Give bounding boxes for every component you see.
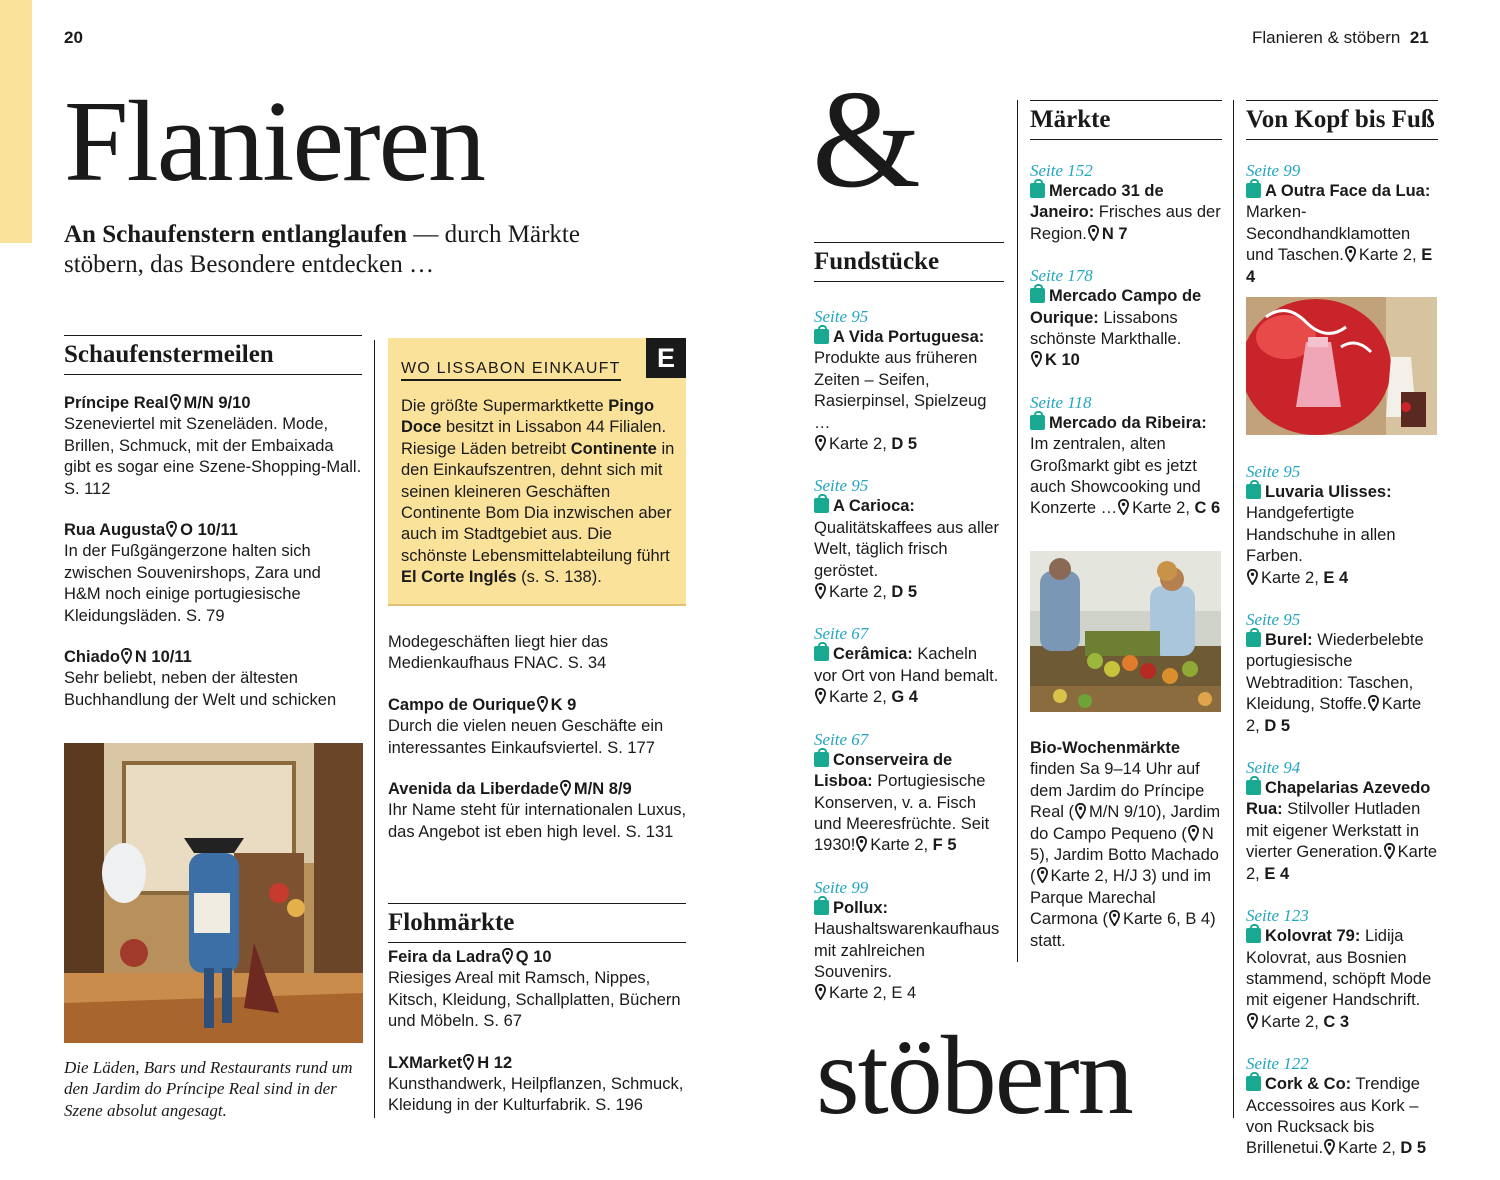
entry-name: Luvaria Ulisses: [1265,483,1392,501]
entry-mercado-31-de-janeiro [1030,160,1222,245]
bio-text-2: ), Jardim do Campo Pequeno ( [1030,803,1221,843]
entry-cork-and-co [1246,1053,1438,1160]
infobox-wo-lissabon-einkauft [388,338,686,604]
entry-text: Szeneviertel mit Szeneläden. Mode, Brillen, Schmuck, mit der Embaixada gibt es sogar eine Szene-Shopping-Mall. S. 112 [64,415,362,498]
bio-grid-3: Karte 2, H/J 3 [1050,867,1152,886]
entry-name: Cerâmica: [833,645,913,664]
location-pin-icon [463,1054,474,1070]
entry-grid: E 4 [1246,246,1433,286]
entry-feira-da-ladra [388,947,686,1033]
page-reference: Seite 122 [1246,1054,1309,1074]
entry-grid: N 10/11 [134,648,192,667]
photo-market-stall [1030,551,1221,712]
column-maerkte [1030,100,1222,540]
entry-text: Kunsthandwerk, Heilpflanzen, Schmuck, Kleidung in der Kulturfabrik. S. 196 [388,1075,684,1115]
column-schaufenstermeilen [64,335,362,731]
location-pin-icon [1345,246,1356,262]
heading-maerkte: Märkte [1030,100,1222,140]
location-pin-icon [1118,499,1129,515]
location-pin-icon [537,696,548,712]
entry-name: Mercado da Ribeira: [1049,413,1207,432]
entry-lxmarket [388,1053,686,1117]
entry-grid: N 7 [1101,224,1128,243]
page-title-flanieren: Flanieren [64,78,485,206]
entry-name: Cork & Co: [1265,1075,1352,1094]
entry-grid: M/N 9/10 [183,394,251,412]
page-reference: Seite 118 [1030,392,1092,412]
map-reference: Karte 2, [1338,1139,1401,1158]
continuation-text: Modegeschäften liegt hier das Medienkaufhaus FNAC. S. 34 [388,633,609,673]
entry-text: Qualitätskaffees aus aller Welt, täglich frisch geröstet. [814,518,999,580]
entry-mercado-da-ribeira [1030,392,1222,520]
page-reference: Seite 95 [1246,462,1301,481]
column-2-entries [388,632,688,863]
entry-burel [1246,609,1438,737]
location-pin-icon [856,836,867,852]
shopping-bag-icon [814,752,829,767]
map-reference: Karte 2, [829,583,892,602]
entry-text: Ihr Name steht für internationalen Luxus, das Angebot ist eben high level. S. 131 [388,801,687,841]
entry-grid: E 4 [1264,864,1290,883]
column-divider [1017,100,1018,962]
shopping-bag-icon [1030,415,1045,430]
location-pin-icon [815,435,826,451]
entry-avenida-da-liberdade [388,779,688,843]
entry-text: Wiederbelebte portugiesische Webtradition: Taschen, Kleidung, Stoffe. [1246,631,1424,714]
entry-a-vida-portuguesa [814,306,1004,455]
entry-name: A Outra Face da Lua: [1265,182,1431,200]
location-pin-icon [560,780,571,796]
page-reference: Seite 99 [814,877,869,897]
entry-principe-real [64,393,362,500]
heading-von-kopf-bis-fuss: Von Kopf bis Fuß [1246,100,1438,140]
column-flohmaerkte [388,903,686,1137]
column-von-kopf-continued [1246,461,1438,1180]
entry-grid: D 5 [1400,1139,1427,1158]
entry-text: Kacheln vor Ort von Hand bemalt. [814,645,999,685]
shopping-bag-icon [814,646,829,661]
shopping-bag-icon [1246,1076,1261,1091]
location-pin-icon [815,688,826,704]
infobox-title: WO LISSABON EINKAUFT [401,360,621,381]
entry-grid: M/N 8/9 [573,780,632,799]
entry-grid: D 5 [1264,716,1291,735]
ampersand: & [812,62,921,217]
entry-name: Kolovrat 79: [1265,927,1361,946]
entry-name: A Vida Portuguesa: [833,328,985,346]
photo-shop-interior [64,743,363,1043]
entry-name: A Carioca: [833,497,915,516]
infobox-bold-continente: Continente [570,439,657,458]
entry-name: Pollux: [833,898,889,917]
entry-grid: O 10/11 [180,521,238,540]
shopping-bag-icon [814,900,829,915]
intro-text [64,220,624,280]
word-stoebern: stöbern [816,1014,1132,1138]
infobox-text-4: (s. S. 138). [516,568,602,587]
bio-grid-2: N 5 [1030,824,1214,865]
shopping-bag-icon [1246,632,1261,647]
location-pin-icon [1075,803,1086,819]
location-pin-icon [1324,1139,1335,1155]
column-divider [374,340,375,1118]
shopping-bag-icon [1030,288,1045,303]
running-head-title: Flanieren & stöbern [1252,28,1401,47]
entry-text: Riesiges Areal mit Ramsch, Nippes, Kitsch, Kleidung, Schallplatten, Büchern und Möbeln. S. 67 [388,969,681,1031]
entry-campo-de-ourique [388,695,688,759]
shopping-bag-icon [1246,183,1261,198]
yellow-page-tab [0,0,32,243]
entry-conserveira-de-lisboa [814,729,1004,857]
entry-text: In der Fußgängerzone halten sich zwischen Souvenirshops, Zara und H&M noch einige portugiesische Kleidungsläden. S. 79 [64,542,321,625]
location-pin-icon [170,394,181,410]
entry-grid: G 4 [891,688,918,707]
page-reference: Seite 67 [814,729,869,749]
map-reference: Karte 2, [1261,568,1324,587]
page-number-left: 20 [64,28,83,47]
page-reference: Seite 178 [1030,266,1093,286]
infobox-bold-pingo-doce: Pingo Doce [401,397,655,437]
column-von-kopf-bis-fuss [1246,100,1438,308]
entry-chiado [64,647,362,711]
intro-rest: — durch Märkte stöbern, das Besondere entdecken … [64,221,580,278]
page-reference: Seite 152 [1030,161,1093,180]
entry-chapelarias-azevedo-rua [1246,757,1438,885]
entry-grid: K 10 [1045,351,1080,370]
entry-name: Burel: [1265,631,1313,650]
location-pin-icon [815,984,826,1000]
page-reference: Seite 123 [1246,906,1309,926]
entry-a-outra-face-da-lua [1246,160,1438,288]
entry-text: Stilvoller Hutladen mit eigener Werkstatt in vierter Generation. [1246,800,1421,862]
map-reference: Karte 2, [829,435,892,454]
heading-schaufenstermeilen: Schaufenstermeilen [64,335,362,375]
entry-text: Durch die vielen neuen Geschäfte ein interessantes Einkaufsviertel. S. 177 [388,717,664,757]
location-pin-icon [1247,1013,1258,1029]
entry-grid: C 6 [1194,499,1221,518]
entry-grid: C 3 [1323,1012,1350,1031]
entry-luvaria-ulisses [1246,461,1438,589]
map-reference: Karte 2, [870,836,933,855]
photo-red-dress-graffiti [1246,297,1437,435]
entry-grid: H 12 [477,1053,513,1072]
entry-name: Rua Augusta [64,521,166,540]
heading-flohmaerkte: Flohmärkte [388,903,686,943]
entry-name: Chiado [64,648,120,667]
map-reference: Karte 2, [829,688,892,707]
map-reference: Karte 2, E 4 [829,984,917,1003]
entry-text: Lidija Kolovrat, aus Bosnien stammend, schöpft Mode mit eigener Handschrift. [1246,927,1432,1010]
entry-text: Haushaltswarenkaufhaus mit zahlreichen Souvenirs. [814,920,1000,981]
e-badge: E [646,338,686,378]
bio-grid-4: Karte 6, B 4 [1122,910,1211,929]
infobox-text-3: in den Einkaufszentren, dehnt sich mit seinen kleineren Geschäften Continente Bom Dia inzwischen aber auch im Stadtgebiet aus. Die schönste Lebensmittelabteilung führt [401,439,675,565]
location-pin-icon [1384,843,1395,859]
entry-a-carioca [814,475,1004,603]
infobox-text-1: Die größte Supermarktkette [401,397,609,415]
shopping-bag-icon [1246,928,1261,943]
entry-rua-augusta [64,520,362,627]
entry-name: Mercado Campo de Ourique: [1030,287,1202,327]
bio-grid-1: M/N 9/10 [1089,803,1156,822]
location-pin-icon [121,648,132,664]
location-pin-icon [1188,825,1199,841]
bio-text-3: ), Jardim Botto Machado ( [1030,846,1219,886]
shopping-bag-icon [814,329,829,344]
infobox-text-2: besitzt in Lissabon 44 Filialen. Riesige Läden betreibt [401,418,667,458]
map-reference: Karte 2, [1358,246,1422,265]
entry-name: Chapelarias Azevedo Rua: [1246,779,1431,819]
location-pin-icon [1109,910,1120,926]
shopping-bag-icon [1246,780,1261,795]
bio-text-4: ) und im Parque Marechal Carmona ( [1030,867,1211,929]
column-fundstuecke [814,242,1004,1025]
shopping-bag-icon [814,498,829,513]
intro-bold: An Schaufenstern entlanglaufen [64,221,408,248]
entry-grid: Q 10 [515,948,552,966]
location-pin-icon [1247,569,1258,585]
entry-text: Trendige Accessoires aus Kork – von Rucksack bis Brillenetui. [1246,1075,1420,1158]
page-number-right: 21 [1409,28,1429,47]
entry-text: Produkte aus früheren Zeiten – Seifen, Rasierpinsel, Spielzeug … [814,349,987,432]
location-pin-icon [1368,695,1379,711]
entry-grid: E 4 [1323,568,1349,587]
location-pin-icon [1031,351,1042,367]
entry-kolovrat-79 [1246,905,1438,1033]
entry-text: Sehr beliebt, neben der ältesten Buchhandlung der Welt und schicken [64,669,337,709]
entry-name: LXMarket [388,1053,463,1072]
heading-fundstuecke: Fundstücke [814,242,1004,282]
entry-name: Avenida da Liberdade [388,780,559,799]
map-reference: Karte 2, [1246,695,1422,735]
entry-grid: K 9 [550,695,577,714]
entry-grid: D 5 [891,435,918,454]
page-reference: Seite 95 [1246,610,1301,630]
entry-name: Mercado 31 de Janeiro: [1030,182,1164,222]
bio-text-1: finden Sa 9–14 Uhr auf dem Jardim do Príncipe Real ( [1030,760,1205,822]
entry-grid: D 5 [891,583,918,602]
location-pin-icon [502,948,513,964]
bio-name: Bio-Wochenmärkte [1030,739,1181,757]
location-pin-icon [815,583,826,599]
entry-text: Frisches aus der Region. [1030,203,1221,243]
entry-name: Campo de Ourique [388,695,536,714]
entry-ceramica [814,623,1004,708]
entry-grid: F 5 [932,836,957,855]
page-reference: Seite 99 [1246,161,1301,180]
photo-caption: Die Läden, Bars und Restaurants rund um den Jardim do Príncipe Real sind in der Szene absolut angesagt. [64,1058,353,1120]
shopping-bag-icon [1030,183,1045,198]
entry-text: Lissabons schönste Markthalle. [1030,308,1182,349]
shopping-bag-icon [1246,484,1261,499]
entry-text: Marken-Secondhandklamotten und Taschen. [1246,203,1411,265]
location-pin-icon [1037,867,1048,883]
column-divider [1233,100,1234,1118]
map-reference: Karte 2, [1132,499,1195,518]
infobox-body [401,396,681,589]
bio-wochenmaerkte [1030,738,1222,952]
entry-name: Conserveira de Lisboa: [814,750,953,791]
entry-text: Im zentralen, alten Großmarkt gibt es jetzt auch Showcooking und Konzerte … [1030,435,1201,518]
page-reference: Seite 95 [814,476,869,496]
bio-text-5: ) statt. [1030,910,1216,950]
entry-name: Príncipe Real [64,394,169,412]
entry-text: Portugiesische Konserven, v. a. Fisch und Meeresfrüchte. Seit 1930! [814,772,990,855]
page-reference: Seite 94 [1246,758,1301,778]
map-reference: Karte 2, [1246,843,1438,883]
entry-name: Feira da Ladra [388,948,501,966]
running-head [1252,28,1429,48]
location-pin-icon [1088,225,1099,241]
entry-pollux [814,877,1004,1005]
infobox-bold-el-corte-ingles: El Corte Inglés [401,568,517,587]
map-reference: Karte 2, [1261,1012,1324,1031]
page-reference: Seite 67 [814,624,869,644]
page-reference: Seite 95 [814,307,869,326]
location-pin-icon [166,521,177,537]
entry-text: Handgefertigte Handschuhe in allen Farben. [1246,504,1396,566]
entry-mercado-campo-de-ourique [1030,265,1222,372]
